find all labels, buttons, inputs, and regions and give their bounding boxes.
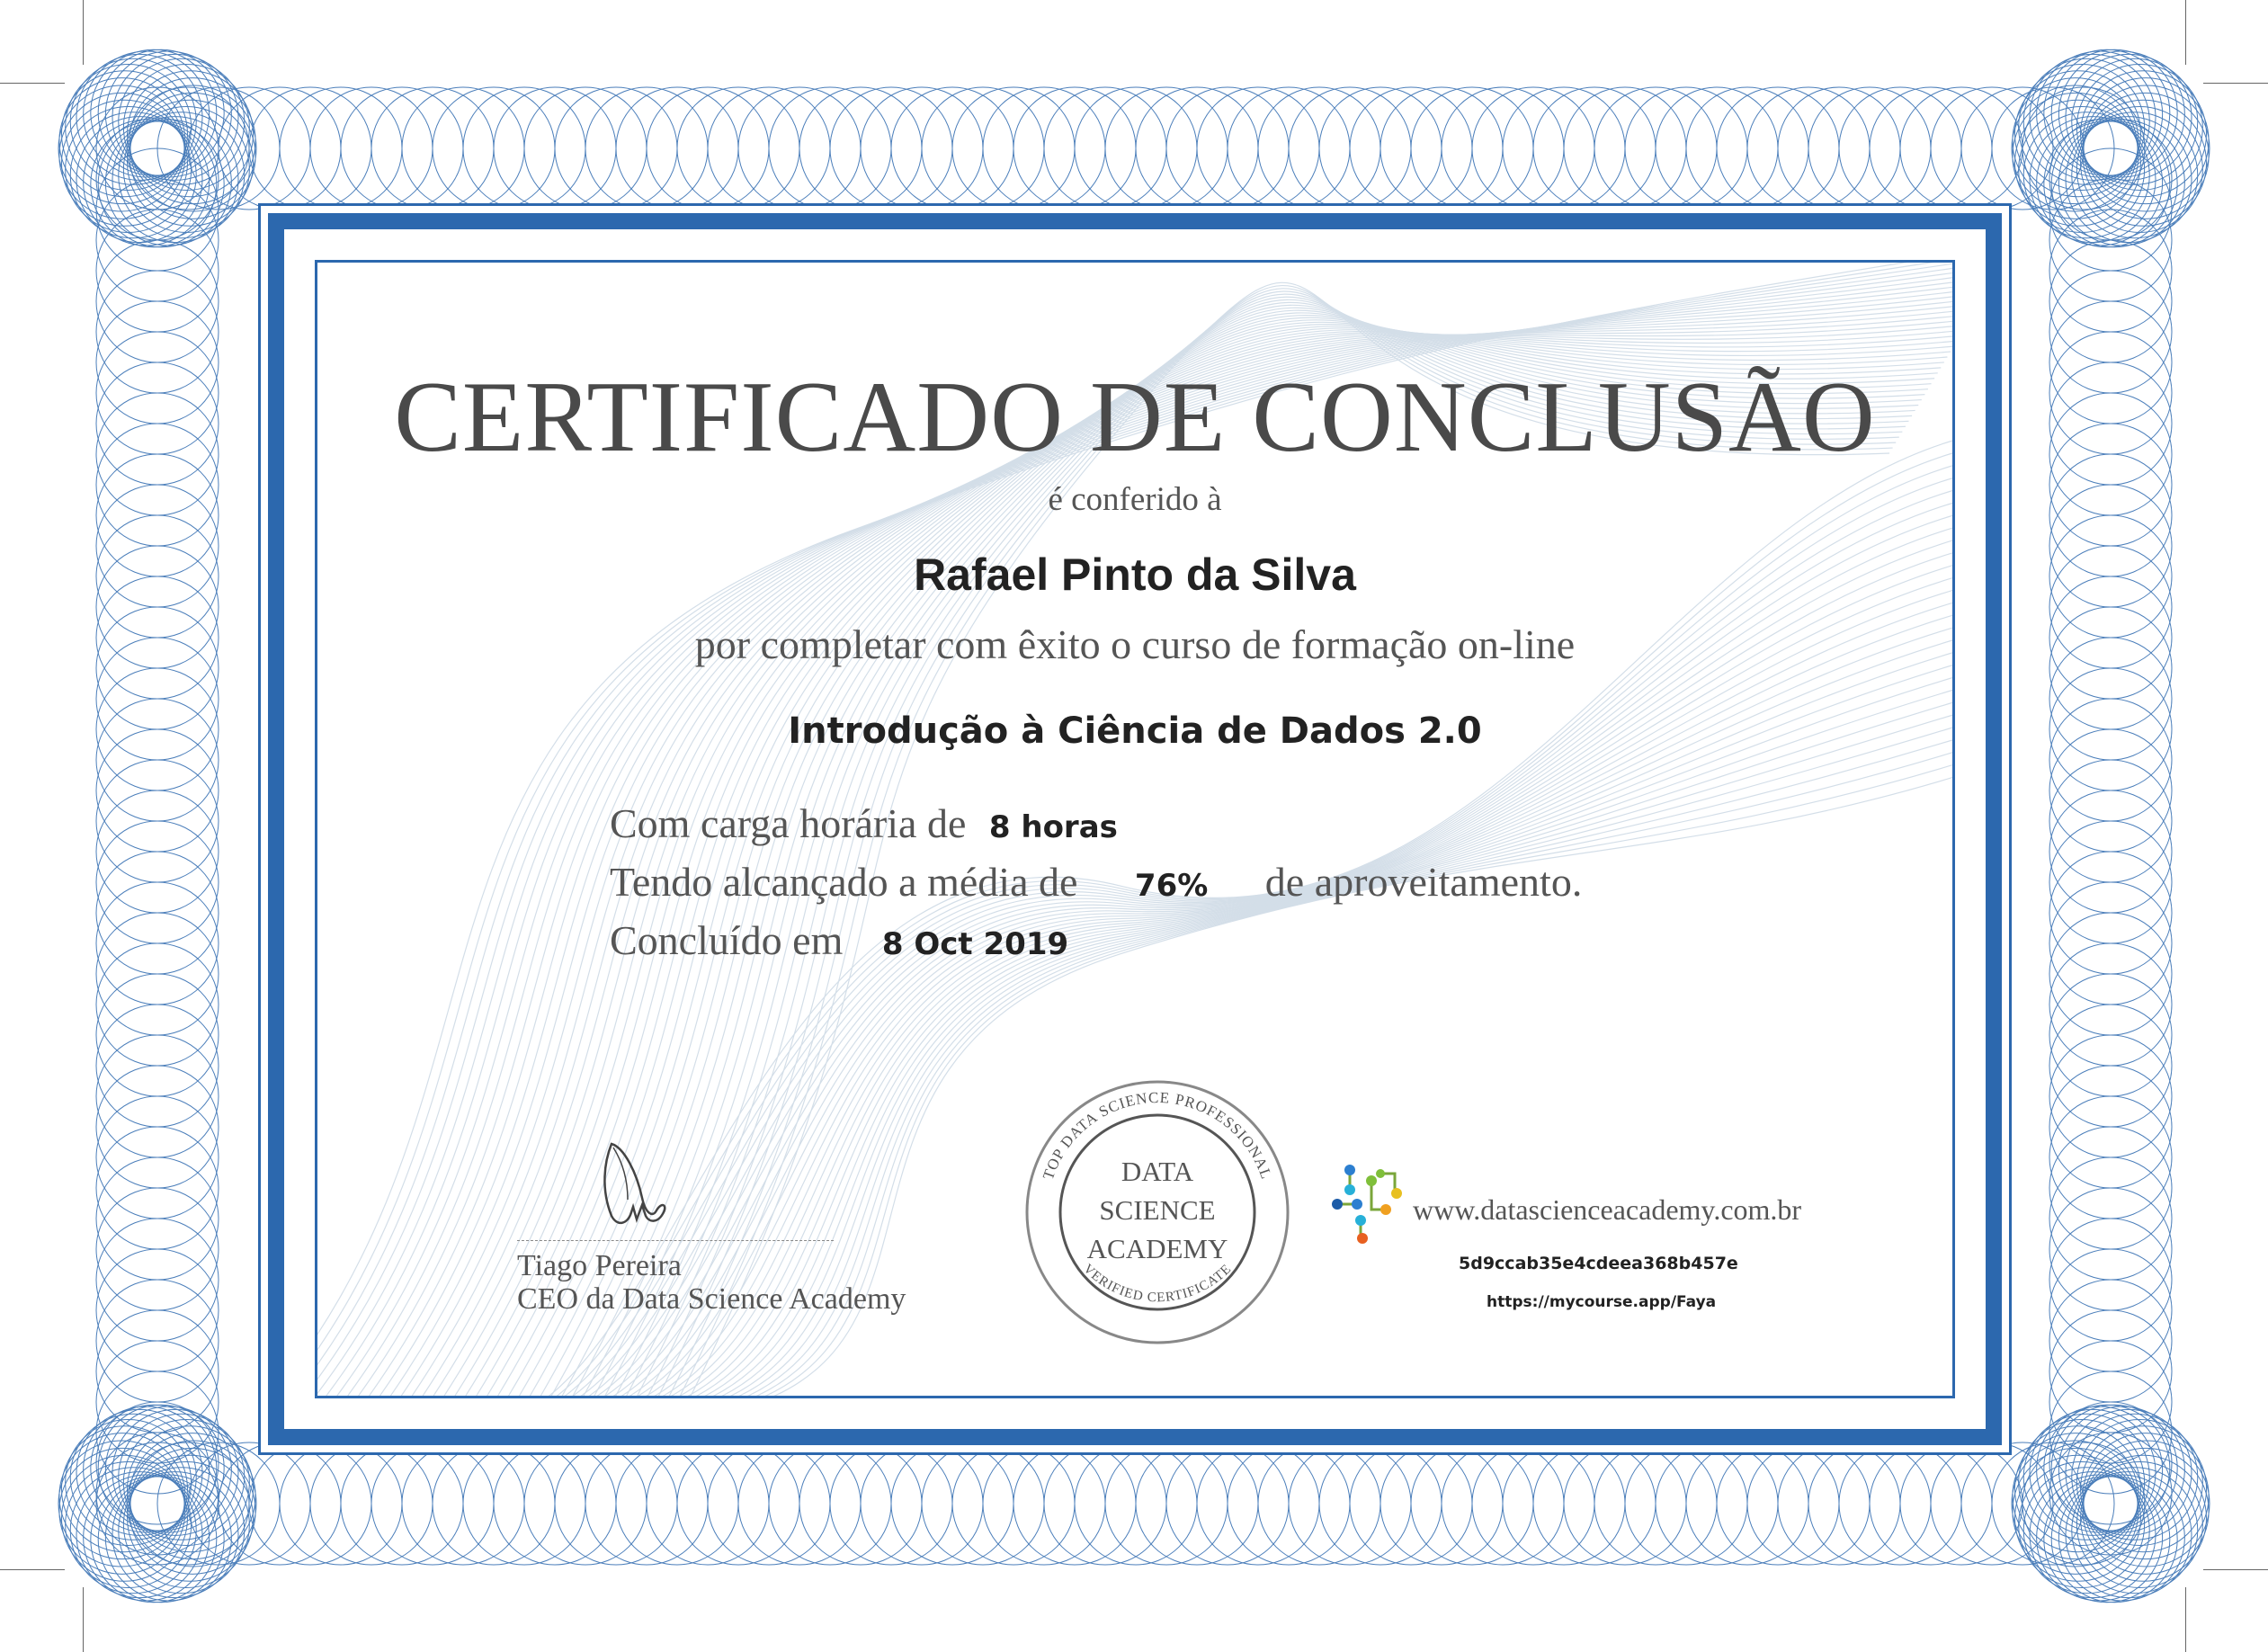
signature-line (517, 1240, 834, 1241)
certificate-body (315, 260, 1955, 1398)
signatory-role: CEO da Data Science Academy (517, 1282, 906, 1316)
seal-line-1: DATA (1121, 1156, 1194, 1187)
website-url: www.datascienceacademy.com.br (1413, 1193, 1802, 1226)
completed-line (610, 916, 1068, 964)
dsa-network-logo-icon (1330, 1165, 1411, 1246)
average-line (610, 858, 1582, 906)
completion-text: por completar com êxito o curso de formação on-line (694, 621, 1576, 667)
recipient-name: Rafael Pinto da Silva (914, 549, 1356, 600)
conferred-to-text: é conferido à (1048, 481, 1222, 518)
average-suffix: de aproveitamento. (1264, 859, 1583, 905)
average-value: 76% (1134, 868, 1209, 904)
seal-line-3: ACADEMY (1086, 1233, 1228, 1264)
seal-line-2: SCIENCE (1099, 1194, 1216, 1226)
workload-line (610, 799, 1118, 847)
course-name: Introdução à Ciência de Dados 2.0 (788, 710, 1482, 752)
completed-label: Concluído em (610, 917, 844, 963)
certificate-paper (258, 203, 2012, 1455)
completed-value: 8 Oct 2019 (881, 926, 1069, 962)
certificate-link: https://mycourse.app/Faya (1487, 1293, 1717, 1311)
average-label: Tendo alcançado a média de (610, 859, 1078, 905)
certificate-hash: 5d9ccab35e4cdeea368b457e (1459, 1254, 1738, 1273)
verified-seal (1013, 1068, 1301, 1356)
seal-top-arc: TOP DATA SCIENCE PROFESSIONAL (1039, 1088, 1276, 1183)
workload-value: 8 horas (988, 809, 1118, 845)
seal-bottom-arc: VERIFIED CERTIFICATE (1080, 1261, 1235, 1306)
signatory-name: Tiago Pereira (517, 1249, 682, 1282)
certificate-title: CERTIFICADO DE CONCLUSÃO (394, 362, 1876, 473)
signature-image (592, 1126, 673, 1234)
workload-label: Com carga horária de (610, 800, 967, 846)
